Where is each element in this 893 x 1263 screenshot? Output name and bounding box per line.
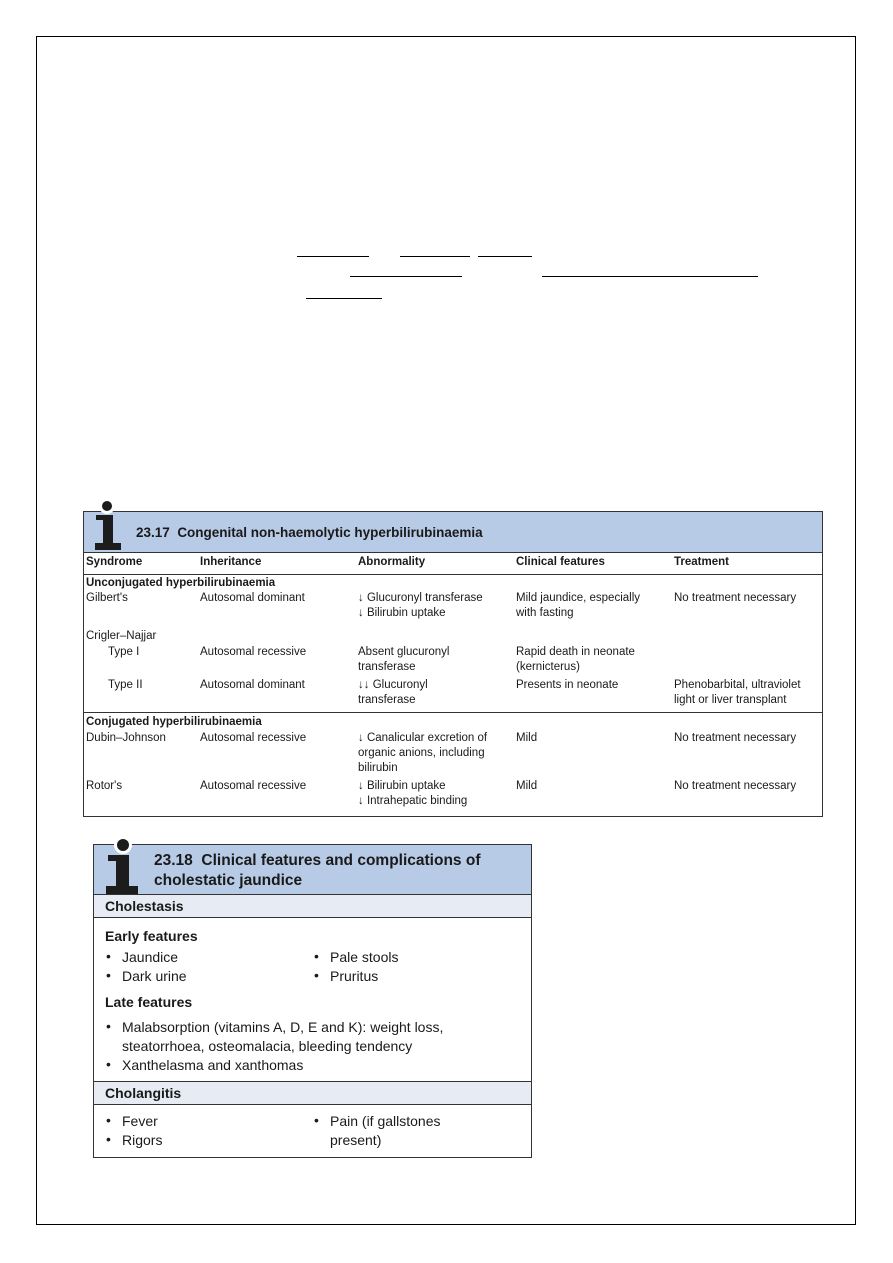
info-icon (94, 836, 142, 894)
early-features-heading: Early features (105, 928, 198, 944)
cell-inheritance: Autosomal recessive (200, 780, 307, 792)
cell-treatment: No treatment necessary (674, 592, 797, 604)
bullet: • (314, 1112, 319, 1128)
cell-abnormality: Absent glucuronyl transferase (358, 646, 450, 673)
cell-clinical: Presents in neonate (516, 679, 619, 691)
section-unconjugated: Unconjugated hyperbilirubinaemia (86, 577, 276, 589)
section-band-cholestasis: Cholestasis (94, 894, 531, 918)
box-title-bar (84, 512, 822, 552)
cell-treatment: Phenobarbital, ultraviolet light or liver transplant (674, 679, 801, 706)
cell-clinical: Mild (516, 732, 538, 744)
bullet: • (106, 1131, 111, 1147)
underline-mark (542, 276, 758, 277)
table-row (84, 678, 822, 710)
cell-syndrome: Rotor's (86, 780, 123, 792)
header-syndrome: Syndrome (86, 556, 143, 568)
cell-abnormality: ↓ Glucuronyl transferase ↓ Bilirubin uptake (358, 592, 483, 619)
list-item: Malabsorption (vitamins A, D, E and K): weight loss, steatorrhoea, osteomalacia, bleeding tendency (122, 1019, 444, 1054)
header-treatment: Treatment (674, 556, 729, 568)
section-band-cholangitis: Cholangitis (94, 1081, 531, 1105)
table-row (84, 645, 822, 677)
cell-clinical: Mild jaundice, especially with fasting (516, 592, 641, 619)
late-features-heading: Late features (105, 994, 193, 1010)
list-item: Pruritus (330, 968, 379, 984)
box-title: 23.17 Congenital non-haemolytic hyperbilirubinaemia (136, 525, 483, 540)
table-header-row (84, 552, 822, 575)
section-divider (84, 712, 822, 713)
underline-mark (306, 298, 382, 299)
cell-abnormality: ↓ Bilirubin uptake ↓ Intrahepatic binding (358, 780, 468, 807)
cell-inheritance: Autosomal dominant (200, 592, 305, 604)
table-row (84, 591, 822, 623)
cell-treatment: No treatment necessary (674, 732, 797, 744)
table-row (84, 731, 822, 777)
bullet: • (106, 1112, 111, 1128)
underline-mark (297, 256, 369, 257)
cell-abnormality: ↓↓ Glucuronyl transferase (358, 679, 428, 706)
box-title-bar (94, 845, 531, 894)
info-icon (84, 498, 124, 551)
underline-mark (478, 256, 532, 257)
cell-inheritance: Autosomal dominant (200, 679, 305, 691)
list-item: Jaundice (122, 949, 179, 965)
cell-syndrome: Dubin–Johnson (86, 732, 166, 744)
cell-clinical: Mild (516, 780, 538, 792)
cell-abnormality: ↓ Canalicular excretion of organic anions, including bilirubin (358, 732, 488, 774)
cell-clinical: Rapid death in neonate (kernicterus) (516, 646, 635, 673)
list-item: Pale stools (330, 949, 399, 965)
table-box-23-17 (83, 511, 823, 817)
cell-syndrome: Type II (108, 679, 143, 691)
cell-inheritance: Autosomal recessive (200, 732, 307, 744)
header-abnormality: Abnormality (358, 556, 426, 568)
bullet: • (106, 967, 111, 983)
underline-mark (350, 276, 462, 277)
cell-syndrome: Crigler–Najjar (86, 630, 157, 642)
list-item: Rigors (122, 1132, 163, 1148)
bullet: • (314, 948, 319, 964)
list-item: Xanthelasma and xanthomas (122, 1057, 304, 1073)
list-item: Dark urine (122, 968, 187, 984)
table-row (84, 779, 822, 811)
underline-mark (400, 256, 470, 257)
bullet: • (106, 1018, 111, 1034)
bullet: • (314, 967, 319, 983)
bullet: • (106, 1056, 111, 1072)
header-inheritance: Inheritance (200, 556, 262, 568)
section-conjugated: Conjugated hyperbilirubinaemia (86, 716, 262, 728)
bullet: • (106, 948, 111, 964)
cell-syndrome: Type I (108, 646, 140, 658)
cell-treatment: No treatment necessary (674, 780, 797, 792)
cell-syndrome: Gilbert's (86, 592, 128, 604)
header-clinical-features: Clinical features (516, 556, 605, 568)
cell-inheritance: Autosomal recessive (200, 646, 307, 658)
list-item: Fever (122, 1113, 158, 1129)
box-title: 23.18 Clinical features and complications of cholestatic jaundice (154, 852, 481, 889)
table-box-23-18 (93, 844, 532, 1158)
list-item: Pain (if gallstones present) (330, 1113, 441, 1148)
